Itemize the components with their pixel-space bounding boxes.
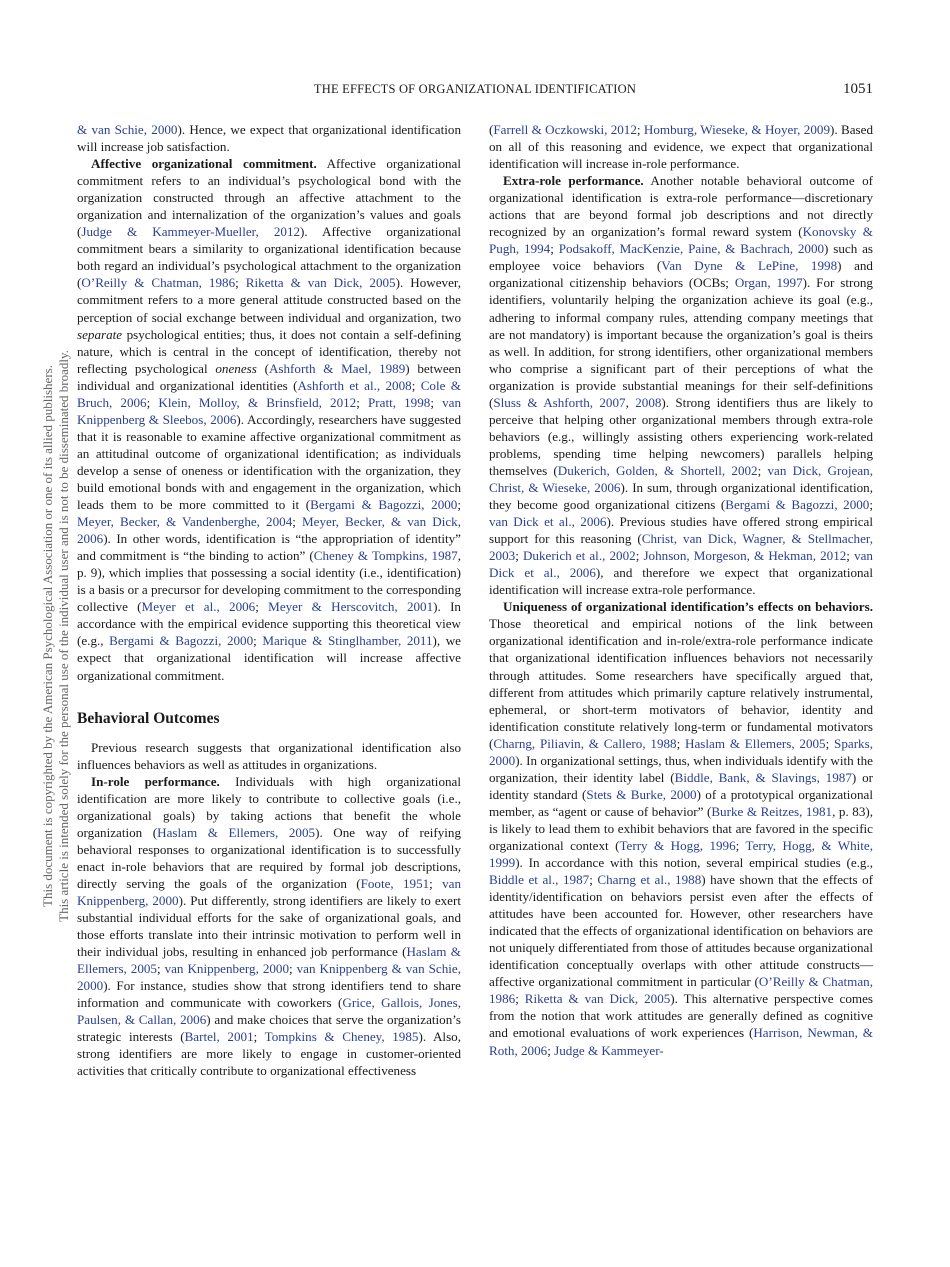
emphasis: oneness — [215, 360, 257, 376]
text-run: ; — [430, 394, 443, 410]
citation-link[interactable]: Farrell & Oczkowski, 2012 — [493, 122, 637, 137]
text-run: ). Put differently, strong identifiers are likely to exert substantial individual efforts for the sake of organizational goals, and those efforts translate into their intrinsic motivation to perform well in their individual jobs, resulting in enhanced job performance ( — [77, 893, 461, 960]
citation-link[interactable]: van Dick et al., 2006 — [489, 514, 607, 530]
text-run: ; — [547, 1042, 555, 1058]
text-run: ; — [636, 122, 644, 137]
text-run: ; — [869, 497, 873, 513]
text-run: ). Affective organizational commitment bears a similarity to organizational identification because both regard an individual’s psychological attachment to the organization ( — [77, 224, 461, 291]
citation-link[interactable]: van Dick et al., 2006 — [489, 548, 873, 581]
text-run: ; — [457, 497, 461, 513]
citation-link[interactable]: Meyer, Becker, & van Dick, 2006 — [77, 514, 461, 547]
text-run: ; — [846, 548, 855, 564]
text-run: , p. 83), is likely to lead them to exhibit behaviors that are favored in the specific organizational context ( — [489, 803, 873, 853]
citation-link[interactable]: Johnson, Morgeson, & Hekman, 2012 — [643, 548, 847, 564]
citation-link[interactable]: Tompkins & Cheney, 1985 — [264, 1029, 419, 1045]
citation-link[interactable]: Haslam & Ellemers, 2005 — [157, 824, 316, 840]
citation-link[interactable]: Biddle et al., 1987 — [489, 872, 590, 888]
citation-link[interactable]: Sluss & Ashforth, 2007 — [493, 394, 626, 410]
citation-link[interactable]: Stets & Burke, 2000 — [586, 786, 697, 802]
citation-link[interactable]: van Knippenberg & van Schie, 2000 — [77, 961, 461, 994]
text-run: ; — [253, 1029, 265, 1045]
text-run: ). One way of reifying behavioral responses to organizational identification is to successfully enact in-role behaviors that are required by formal job descriptions, directly serving the goals of the organization ( — [77, 824, 462, 891]
citation-link[interactable]: Dukerich et al., 2002 — [522, 548, 636, 564]
text-run: ; — [757, 462, 768, 478]
text-run: ). In organizational settings, thus, when individuals identify with the organization, their identity label ( — [489, 752, 873, 785]
citation-link[interactable]: Bartel, 2001 — [184, 1029, 254, 1045]
text-run: ; — [356, 394, 368, 410]
citation-link[interactable]: Pratt, 1998 — [368, 394, 431, 410]
citation-link[interactable]: Marique & Stinglhamber, 2011 — [262, 633, 433, 649]
text-run: ). Strong identifiers thus are likely to perceive that helping other organizational members through extra-role behaviors (e.g., willingly assisting others experiencing work-related problems, spending time helping newcomers) parallels helping themselves ( — [489, 394, 873, 478]
citation-link[interactable]: Bergami & Bagozzi, 2000 — [725, 497, 870, 513]
right-column — [489, 121, 873, 1059]
paragraph — [489, 121, 873, 172]
text-run: ). For strong identifiers, voluntarily helping the organization achieve its goal (e.g., adhering to informal company rules, attending company meetings that are not mandatory) is important because the organization’s goal is theirs as well. In addition, for strong identifiers, other organizational members who comprise a significant part of their perceptions of what the organization is provide substantial meanings for their self-definitions ( — [489, 275, 873, 410]
text-run: ; — [735, 837, 746, 853]
text-run: , p. 9), which implies that possessing a social identity (i.e., identification) is a basis or a precursor for developing commitment to the corresponding collective ( — [77, 548, 461, 615]
citation-link[interactable]: Organ, 1997 — [734, 275, 803, 291]
citation-link[interactable]: Meyer, Becker, & Vandenberghe, 2004 — [77, 514, 293, 530]
citation-link[interactable]: Biddle, Bank, & Slavings, 1987 — [674, 769, 852, 785]
text-run: ; — [550, 241, 559, 257]
text-run: ), we expect that organizational identification will increase affective organizational commitment. — [77, 633, 461, 683]
citation-link[interactable]: 2008 — [635, 394, 662, 410]
text-run: Previous research suggests that organizational identification also influences behaviors as well as attitudes in organizations. — [77, 739, 461, 772]
copyright-notice-line-1: This document is copyrighted by the American Psychological Association or one of its allied publishers. — [40, 365, 55, 907]
citation-link[interactable]: Grice, Gallois, Jones, Paulsen, & Callan, 2006 — [77, 995, 461, 1028]
run-in-heading: In-role performance. — [91, 773, 220, 789]
paragraph — [489, 598, 873, 1058]
text-run: ) have shown that the effects of identity/identification on behaviors persist even after the effects of attitudes have been accounted for. However, other researchers have indicated that the effects of organizational identification on behaviors are not uniquely differentiated from those of attitudes because organizational identification conceptually overlaps with other attitude constructs—affective organizational commitment in particular ( — [489, 872, 874, 990]
text-run: ; — [146, 394, 159, 410]
paragraph — [77, 739, 461, 773]
citation-link[interactable]: Terry & Hogg, 1996 — [619, 837, 736, 853]
citation-link[interactable]: Sparks, 2000 — [489, 735, 873, 768]
citation-link[interactable]: Ashforth & Mael, 1989 — [268, 360, 406, 376]
text-run: Another notable behavioral outcome of organizational identification is extra-role performance—discretionary actions that are beyond formal job descriptions and not directly recognized by an organization’s formal reward system ( — [489, 173, 874, 240]
text-run: ). However, commitment refers to a more general attitude constructed based on the perception of social exchange between individual and organization, two — [77, 275, 461, 325]
run-in-heading: Affective organizational commitment. — [91, 156, 317, 172]
citation-link[interactable]: van Knippenberg & Sleebos, 2006 — [77, 394, 461, 427]
citation-link[interactable]: Podsakoff, MacKenzie, Paine, & Bachrach, 2000 — [558, 241, 825, 257]
copyright-notice-line-2: This article is intended solely for the personal use of the individual user and is not to be disseminated broadly. — [56, 350, 71, 922]
text-run: ; — [635, 548, 644, 564]
citation-link[interactable]: Judge & Kammeyer- — [554, 1042, 664, 1058]
text-run: ; — [411, 377, 421, 393]
text-run: Affective organizational commitment refers to an individual’s psychological bond with the organization constructed through an affective attachment to the organization and internalization of the organization’s values and goals ( — [77, 156, 461, 240]
text-run: ; — [235, 275, 246, 291]
text-run: ; — [676, 735, 686, 751]
text-run: ; — [292, 514, 302, 530]
citation-link[interactable]: van Knippenberg, 2000 — [164, 961, 290, 977]
text-run: ; — [825, 735, 835, 751]
text-run: ; — [515, 991, 525, 1007]
paragraph-body — [489, 616, 873, 1057]
paragraph — [77, 773, 461, 1080]
running-head: THE EFFECTS OF ORGANIZATIONAL IDENTIFICATION — [313, 82, 637, 96]
citation-link[interactable]: Homburg, Wieseke, & Hoyer, 2009 — [643, 122, 830, 137]
run-in-heading: Uniqueness of organizational identification’s effects on behaviors. — [503, 599, 873, 615]
text-run: ( — [256, 360, 269, 376]
text-run: Those theoretical and empirical notions of the link between organizational identification and in-role/extra-role performance indicate that organizational identification influences behaviors not necessarily through attitudes. Some researchers have specifically argued that, different from attitudes which primarily capture relatively instrumental, ephemeral, or short-term motivators of behavior, identity and identification constitute relatively long-term or fundamental motivators ( — [489, 616, 873, 751]
text-run: ). In accordance with the empirical evidence supporting this theoretical view (e.g., — [77, 599, 461, 649]
text-run: ). Previous studies have offered strong empirical support for this reasoning ( — [489, 514, 873, 547]
paragraph — [489, 172, 873, 598]
citation-link[interactable]: Christ, van Dick, Wagner, & Stellmacher, 2003 — [489, 531, 874, 564]
text-run: ( — [489, 122, 494, 137]
text-run: ). This alternative perspective comes from the notion that work attitudes are generally defined as cognitive and emotional evaluations of work experiences ( — [489, 991, 873, 1041]
page-number: 1051 — [843, 81, 873, 97]
citation-link[interactable]: Foote, 1951 — [360, 875, 430, 891]
citation-link[interactable]: Charng et al., 1988 — [597, 872, 702, 888]
section-heading: Behavioral Outcomes — [77, 709, 220, 727]
citation-link[interactable]: Haslam & Ellemers, 2005 — [77, 944, 461, 977]
text-run: ) of a prototypical organizational member, as “agent or cause of behavior” ( — [489, 786, 873, 819]
citation-link[interactable]: O’Reilly & Chatman, 1986 — [81, 275, 236, 291]
citation-link[interactable]: Cole & Bruch, 2006 — [77, 377, 461, 410]
text-run: ). Hence, we expect that organizational identification will increase job satisfaction. — [77, 122, 461, 155]
text-run: ; — [156, 961, 165, 977]
citation-link[interactable]: Bergami & Bagozzi, 2000 — [109, 633, 254, 649]
text-run: ). In sum, through organizational identification, they become good organizational citizens ( — [489, 479, 873, 513]
citation-link[interactable]: Konovsky & Pugh, 1994 — [489, 224, 873, 257]
citation-link[interactable]: van Dick, Grojean, Christ, & Wieseke, 2006 — [489, 462, 873, 495]
citation-link[interactable]: Harrison, Newman, & Roth, 2006 — [489, 1025, 873, 1058]
paragraph — [77, 121, 461, 155]
paragraph-body — [489, 173, 873, 597]
text-run: ; — [255, 599, 269, 615]
text-run: ) between individual and organizational identities ( — [77, 360, 462, 393]
text-run: ; — [589, 872, 598, 888]
text-run: ) or identity standard ( — [489, 769, 873, 802]
citation-link[interactable]: Burke & Reitzes, 1981 — [711, 803, 833, 819]
left-column — [77, 121, 461, 1080]
citation-link[interactable]: Meyer et al., 2006 — [141, 599, 256, 615]
citation-link[interactable]: & van Schie, 2000 — [77, 122, 178, 137]
emphasis: separate — [77, 326, 123, 342]
citation-link[interactable]: Cheney & Tompkins, 1987 — [313, 548, 458, 564]
citation-link[interactable]: Charng, Piliavin, & Callero, 1988 — [493, 735, 677, 751]
citation-link[interactable]: Haslam & Ellemers, 2005 — [685, 735, 826, 751]
citation-link[interactable]: Bergami & Bagozzi, 2000 — [310, 497, 458, 513]
paragraph-body — [77, 774, 461, 1079]
text-run: , — [625, 394, 636, 410]
text-run: ). In other words, identification is “the appropriation of identity” and commitment is “the binding to action” ( — [77, 531, 461, 564]
text-run: ), and therefore we expect that organizational identification will increase extra-role performance. — [489, 565, 874, 598]
text-run: ) and make choices that serve the organization’s strategic interests ( — [77, 1012, 461, 1045]
text-run: ; — [289, 961, 297, 977]
citation-link[interactable]: O’Reilly & Chatman, 1986 — [489, 974, 873, 1007]
text-run: ). For instance, studies show that strong identifiers tend to share information and communicate with coworkers ( — [77, 978, 461, 1011]
citation-link[interactable]: Dukerich, Golden, & Shortell, 2002 — [557, 462, 758, 478]
citation-link[interactable]: Terry, Hogg, & White, 1999 — [489, 837, 873, 871]
citation-link[interactable]: Van Dyne & LePine, 1998 — [661, 258, 838, 274]
paragraph — [77, 155, 461, 683]
text-run: ). Based on all of this reasoning and evidence, we expect that organizational identification will increase in-role performance. — [489, 122, 873, 172]
text-run: Individuals with high organizational identification are more likely to contribute to collective goals (i.e., organizational goals) by taking actions that benefit the whole organization ( — [77, 773, 461, 840]
citation-link[interactable]: Klein, Molloy, & Brinsfield, 2012 — [158, 394, 357, 410]
text-run: ). Accordingly, researchers have suggested that it is reasonable to examine affective organizational commitment as an attitudinal outcome of organizational identification; as individuals develop a sense of oneness or identification with the organization, they build emotional bonds with and engagement in the organization, which leads them to be more committed to it ( — [77, 411, 461, 513]
citation-link[interactable]: Meyer & Herscovitch, 2001 — [268, 599, 434, 615]
text-run: ; — [253, 633, 263, 649]
copyright-notice — [40, 186, 72, 1086]
paragraph-body — [77, 156, 461, 682]
text-run: ) such as employee voice behaviors ( — [489, 241, 873, 274]
citation-link[interactable]: Riketta & van Dick, 2005 — [524, 991, 671, 1007]
text-run: ; — [429, 875, 443, 891]
text-run: ) and organizational citizenship behaviors (OCBs; — [489, 258, 873, 291]
text-run: ). Also, strong identifiers are more likely to engage in customer-oriented activities that critically contribute to organizational effectiveness — [77, 1029, 461, 1079]
text-run: ). In accordance with this notion, several empirical studies (e.g., — [515, 855, 873, 871]
text-run: ; — [515, 548, 523, 564]
run-in-heading: Extra-role performance. — [503, 173, 644, 189]
citation-link[interactable]: Judge & Kammeyer-Mueller, 2012 — [81, 224, 301, 240]
citation-link[interactable]: van Knippenberg, 2000 — [77, 875, 461, 909]
citation-link[interactable]: Ashforth et al., 2008 — [297, 377, 412, 393]
text-run: psychological entities; thus, it does not contain a self-defining nature, which is central in the concept of identification, thereby not reflecting psychological — [77, 326, 461, 376]
page-header — [0, 82, 950, 102]
citation-link[interactable]: Riketta & van Dick, 2005 — [245, 275, 396, 291]
